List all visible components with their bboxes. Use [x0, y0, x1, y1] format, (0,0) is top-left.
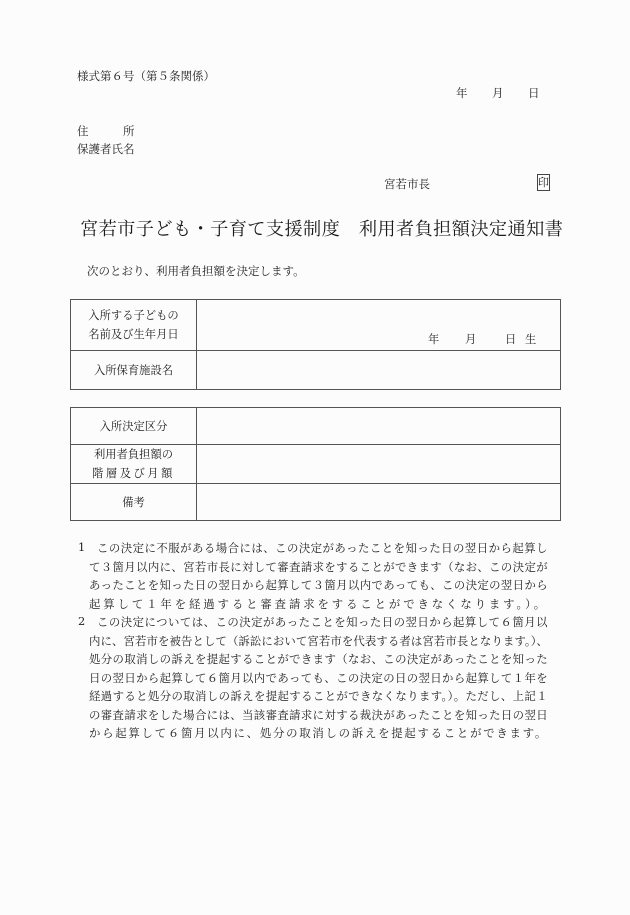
document-title: 宮若市子ども・子育て支援制度 利用者負担額決定通知書	[80, 219, 564, 240]
note-text-line: 内に、宮若市を被告として（訴訟において宮若市を代表する者は宮若市長となります。）、	[89, 633, 548, 648]
note-text-line: から起算して６箇月以内に、処分の取消しの訴えを提起することができます。	[89, 726, 548, 740]
label-line: 入所保育施設名	[93, 363, 174, 377]
intro-text: 次のとおり、利用者負担額を決定します。	[87, 264, 305, 278]
table-row	[71, 408, 561, 445]
form-number: 様式第６号（第５条関係）	[77, 69, 215, 83]
issuer-label: 宮若市長	[384, 177, 430, 191]
note-text-line: この決定に不服がある場合には、この決定があったことを知った日の翌日から起算し	[97, 541, 548, 555]
note-text-line: て３箇月以内に、宮若市長に対して審査請求をすることができます（なお、この決定が	[89, 559, 548, 574]
note-text-line: 経過すると処分の取消しの訴えを提起することができなくなります。）。ただし、上記１	[89, 689, 548, 703]
table-row	[71, 300, 561, 351]
table-row	[71, 445, 561, 484]
label-line: 利用者負担額の	[93, 448, 174, 461]
birth-suffix-label: 生	[525, 333, 537, 346]
label-line: 階層及び月額	[92, 467, 175, 480]
decision-table	[70, 407, 561, 521]
address-label: 住 所	[77, 124, 135, 138]
facility-name-field[interactable]	[197, 351, 561, 390]
date-month-label: 月	[492, 86, 504, 100]
table-row	[71, 484, 561, 521]
fee-tier-monthly-field[interactable]	[197, 445, 561, 484]
note-number: 1	[78, 540, 86, 554]
note-text-line: あったことを知った日の翌日から起算して３箇月以内であっても、この決定の翌日から	[89, 578, 548, 592]
label-line: 入所決定区分	[99, 419, 168, 433]
label-line: 備考	[122, 495, 145, 509]
guardian-name-label: 保護者氏名	[77, 142, 135, 156]
child-name-birthdate-field[interactable]	[197, 300, 561, 351]
facility-name-label	[71, 351, 197, 390]
note-text-line: の審査請求をした場合には、当該審査請求に対する裁決があったことを知った日の翌日	[89, 707, 548, 722]
seal-stamp-box: 印	[538, 176, 549, 189]
date-year-label: 年	[456, 86, 468, 100]
remarks-field[interactable]	[197, 484, 561, 521]
fee-tier-monthly-label	[71, 445, 197, 484]
note-text-line: 起算して１年を経過すると審査請求をすることができなくなります。）。	[89, 596, 548, 611]
label-line: 名前及び生年月日	[88, 328, 179, 341]
note-number: 2	[78, 614, 86, 628]
note-text-line: この決定については、この決定があったことを知った日の翌日から起算して６箇月以	[97, 615, 548, 629]
note-text-line: 日の翌日から起算して６箇月以内であっても、この決定の日の翌日から起算して１年を	[89, 670, 548, 685]
admission-category-field[interactable]	[197, 408, 561, 445]
table-row	[71, 351, 561, 390]
date-day-label: 日	[528, 86, 540, 100]
child-info-table	[70, 299, 561, 390]
note-text-line: 処分の取消しの訴えを提起することができます（なお、この決定があったことを知った	[89, 652, 548, 666]
birth-month-label: 月	[465, 333, 477, 346]
birth-day-label: 日	[505, 333, 517, 346]
label-line: 入所する子どもの	[88, 309, 179, 322]
remarks-label	[71, 484, 197, 521]
child-name-birthdate-label	[71, 300, 197, 351]
birth-year-label: 年	[428, 333, 440, 346]
admission-category-label	[71, 408, 197, 445]
